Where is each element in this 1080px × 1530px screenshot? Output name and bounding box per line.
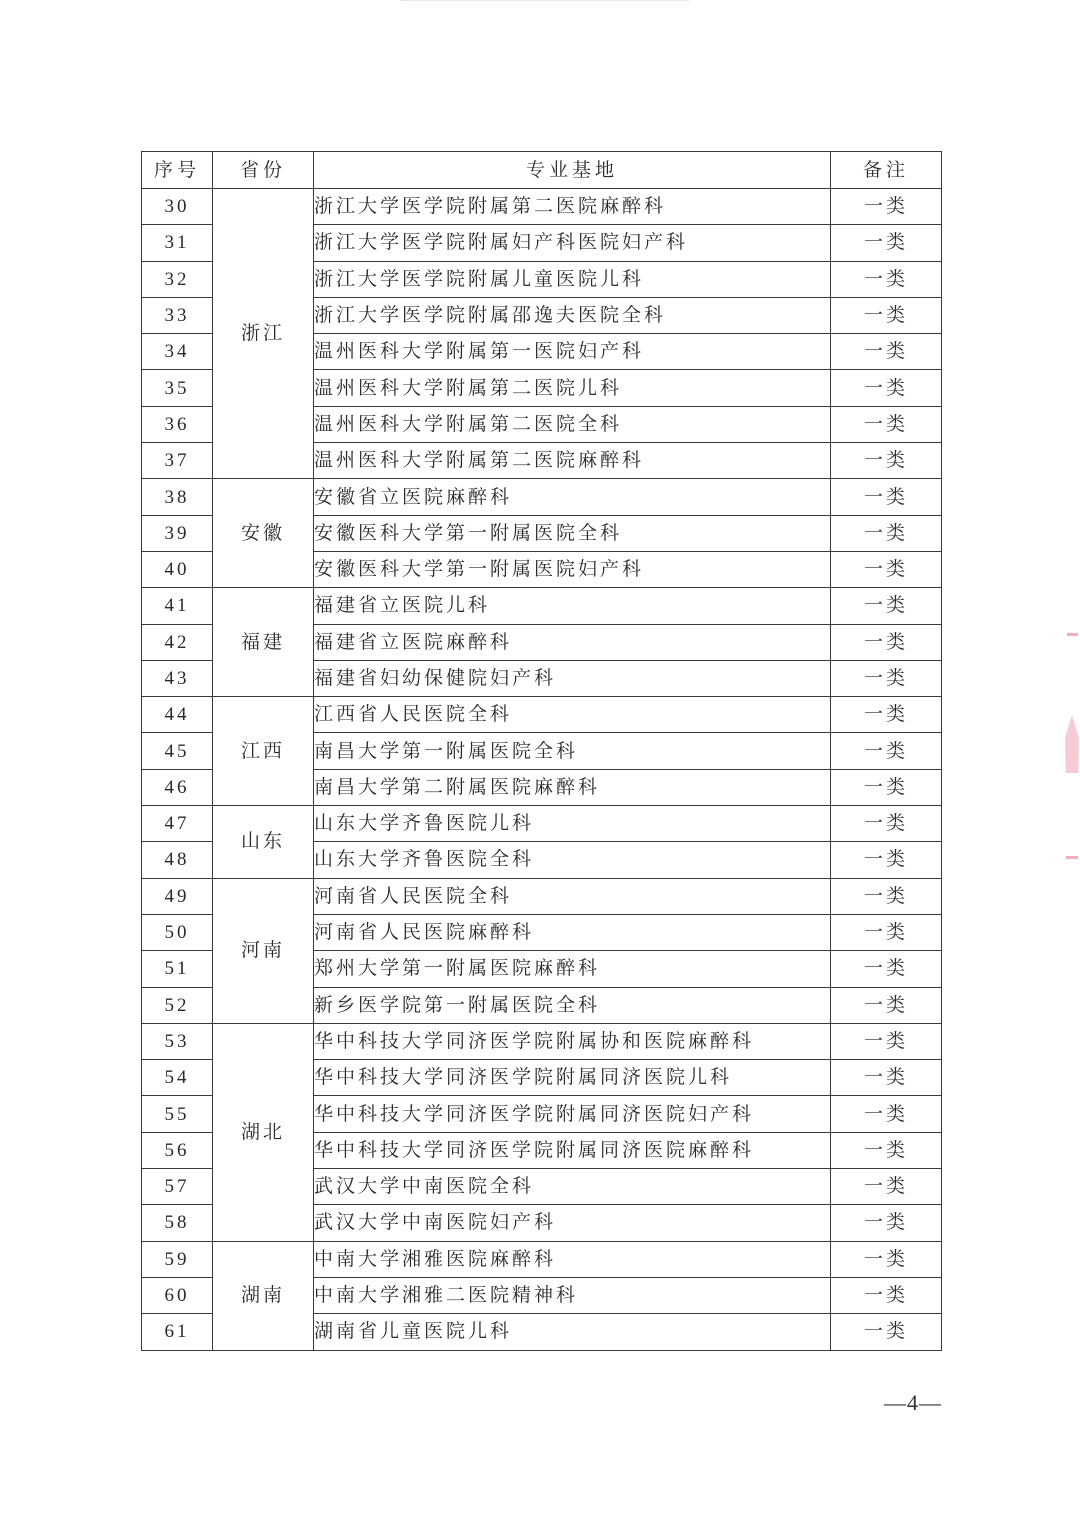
table-header-row — [142, 152, 942, 189]
base-name: 温州医科大学附属第二医院儿科 — [314, 370, 831, 406]
note-category: 一类 — [831, 479, 942, 515]
base-name: 华中科技大学同济医学院附属协和医院麻醉科 — [314, 1023, 831, 1059]
note-category: 一类 — [831, 842, 942, 878]
row-index: 51 — [142, 951, 213, 987]
base-name: 江西省人民医院全科 — [314, 697, 831, 733]
row-index: 48 — [142, 842, 213, 878]
header-base: 专业基地 — [314, 152, 831, 189]
table-row — [142, 806, 942, 842]
base-name: 安徽省立医院麻醉科 — [314, 479, 831, 515]
note-category: 一类 — [831, 225, 942, 261]
note-category: 一类 — [831, 1241, 942, 1277]
row-index: 52 — [142, 987, 213, 1023]
table-row — [142, 588, 942, 624]
base-name: 安徽医科大学第一附属医院全科 — [314, 515, 831, 551]
province-cell: 浙江 — [213, 189, 314, 479]
province-cell: 江西 — [213, 697, 314, 806]
base-name: 河南省人民医院麻醉科 — [314, 914, 831, 950]
row-index: 37 — [142, 443, 213, 479]
row-index: 31 — [142, 225, 213, 261]
note-category: 一类 — [831, 189, 942, 225]
row-index: 43 — [142, 660, 213, 696]
base-name: 山东大学齐鲁医院儿科 — [314, 806, 831, 842]
row-index: 36 — [142, 406, 213, 442]
row-index: 60 — [142, 1277, 213, 1313]
base-name: 浙江大学医学院附属第二医院麻醉科 — [314, 189, 831, 225]
header-province: 省份 — [213, 152, 314, 189]
note-category: 一类 — [831, 697, 942, 733]
seal-stamp-fragment — [1066, 856, 1078, 859]
base-name: 浙江大学医学院附属邵逸夫医院全科 — [314, 297, 831, 333]
note-category: 一类 — [831, 660, 942, 696]
scan-artifact-top — [400, 0, 690, 7]
base-name: 中南大学湘雅二医院精神科 — [314, 1277, 831, 1313]
note-category: 一类 — [831, 1277, 942, 1313]
row-index: 45 — [142, 733, 213, 769]
row-index: 42 — [142, 624, 213, 660]
note-category: 一类 — [831, 297, 942, 333]
note-category: 一类 — [831, 914, 942, 950]
province-cell: 河南 — [213, 878, 314, 1023]
base-name: 安徽医科大学第一附属医院妇产科 — [314, 551, 831, 587]
row-index: 44 — [142, 697, 213, 733]
seal-stamp-fragment — [1065, 715, 1079, 773]
row-index: 33 — [142, 297, 213, 333]
table-row — [142, 697, 942, 733]
table-row — [142, 1241, 942, 1277]
province-cell: 湖南 — [213, 1241, 314, 1350]
note-category: 一类 — [831, 1314, 942, 1350]
base-name: 浙江大学医学院附属妇产科医院妇产科 — [314, 225, 831, 261]
note-category: 一类 — [831, 733, 942, 769]
row-index: 32 — [142, 261, 213, 297]
row-index: 55 — [142, 1096, 213, 1132]
note-category: 一类 — [831, 1023, 942, 1059]
row-index: 40 — [142, 551, 213, 587]
row-index: 53 — [142, 1023, 213, 1059]
table-row — [142, 878, 942, 914]
base-name: 华中科技大学同济医学院附属同济医院麻醉科 — [314, 1132, 831, 1168]
row-index: 56 — [142, 1132, 213, 1168]
header-note: 备注 — [831, 152, 942, 189]
base-name: 温州医科大学附属第一医院妇产科 — [314, 334, 831, 370]
base-name: 郑州大学第一附属医院麻醉科 — [314, 951, 831, 987]
note-category: 一类 — [831, 878, 942, 914]
note-category: 一类 — [831, 551, 942, 587]
note-category: 一类 — [831, 406, 942, 442]
note-category: 一类 — [831, 1205, 942, 1241]
note-category: 一类 — [831, 951, 942, 987]
base-name: 河南省人民医院全科 — [314, 878, 831, 914]
base-name: 武汉大学中南医院全科 — [314, 1169, 831, 1205]
base-name: 福建省妇幼保健院妇产科 — [314, 660, 831, 696]
base-name: 华中科技大学同济医学院附属同济医院妇产科 — [314, 1096, 831, 1132]
training-base-table — [141, 151, 942, 1351]
note-category: 一类 — [831, 588, 942, 624]
row-index: 41 — [142, 588, 213, 624]
note-category: 一类 — [831, 370, 942, 406]
row-index: 49 — [142, 878, 213, 914]
note-category: 一类 — [831, 334, 942, 370]
base-name: 中南大学湘雅医院麻醉科 — [314, 1241, 831, 1277]
row-index: 59 — [142, 1241, 213, 1277]
header-index: 序号 — [142, 152, 213, 189]
table-row — [142, 479, 942, 515]
row-index: 50 — [142, 914, 213, 950]
row-index: 58 — [142, 1205, 213, 1241]
base-name: 华中科技大学同济医学院附属同济医院儿科 — [314, 1060, 831, 1096]
row-index: 34 — [142, 334, 213, 370]
base-name: 湖南省儿童医院儿科 — [314, 1314, 831, 1350]
note-category: 一类 — [831, 624, 942, 660]
note-category: 一类 — [831, 515, 942, 551]
row-index: 35 — [142, 370, 213, 406]
province-cell: 安徽 — [213, 479, 314, 588]
base-name: 浙江大学医学院附属儿童医院儿科 — [314, 261, 831, 297]
row-index: 38 — [142, 479, 213, 515]
base-name: 南昌大学第一附属医院全科 — [314, 733, 831, 769]
row-index: 47 — [142, 806, 213, 842]
note-category: 一类 — [831, 769, 942, 805]
note-category: 一类 — [831, 1169, 942, 1205]
row-index: 54 — [142, 1060, 213, 1096]
note-category: 一类 — [831, 443, 942, 479]
base-name: 温州医科大学附属第二医院全科 — [314, 406, 831, 442]
province-cell: 山东 — [213, 806, 314, 879]
table-row — [142, 189, 942, 225]
note-category: 一类 — [831, 1060, 942, 1096]
row-index: 61 — [142, 1314, 213, 1350]
province-cell: 福建 — [213, 588, 314, 697]
page-number: —4— — [884, 1390, 942, 1415]
base-name: 山东大学齐鲁医院全科 — [314, 842, 831, 878]
note-category: 一类 — [831, 987, 942, 1023]
row-index: 39 — [142, 515, 213, 551]
base-name: 福建省立医院儿科 — [314, 588, 831, 624]
row-index: 57 — [142, 1169, 213, 1205]
row-index: 46 — [142, 769, 213, 805]
base-name: 新乡医学院第一附属医院全科 — [314, 987, 831, 1023]
seal-stamp-fragment — [1067, 633, 1078, 636]
note-category: 一类 — [831, 806, 942, 842]
note-category: 一类 — [831, 1096, 942, 1132]
base-name: 温州医科大学附属第二医院麻醉科 — [314, 443, 831, 479]
base-name: 南昌大学第二附属医院麻醉科 — [314, 769, 831, 805]
province-cell: 湖北 — [213, 1023, 314, 1241]
table-row — [142, 1023, 942, 1059]
table-body — [142, 189, 942, 1351]
base-name: 福建省立医院麻醉科 — [314, 624, 831, 660]
row-index: 30 — [142, 189, 213, 225]
note-category: 一类 — [831, 261, 942, 297]
base-name: 武汉大学中南医院妇产科 — [314, 1205, 831, 1241]
note-category: 一类 — [831, 1132, 942, 1168]
